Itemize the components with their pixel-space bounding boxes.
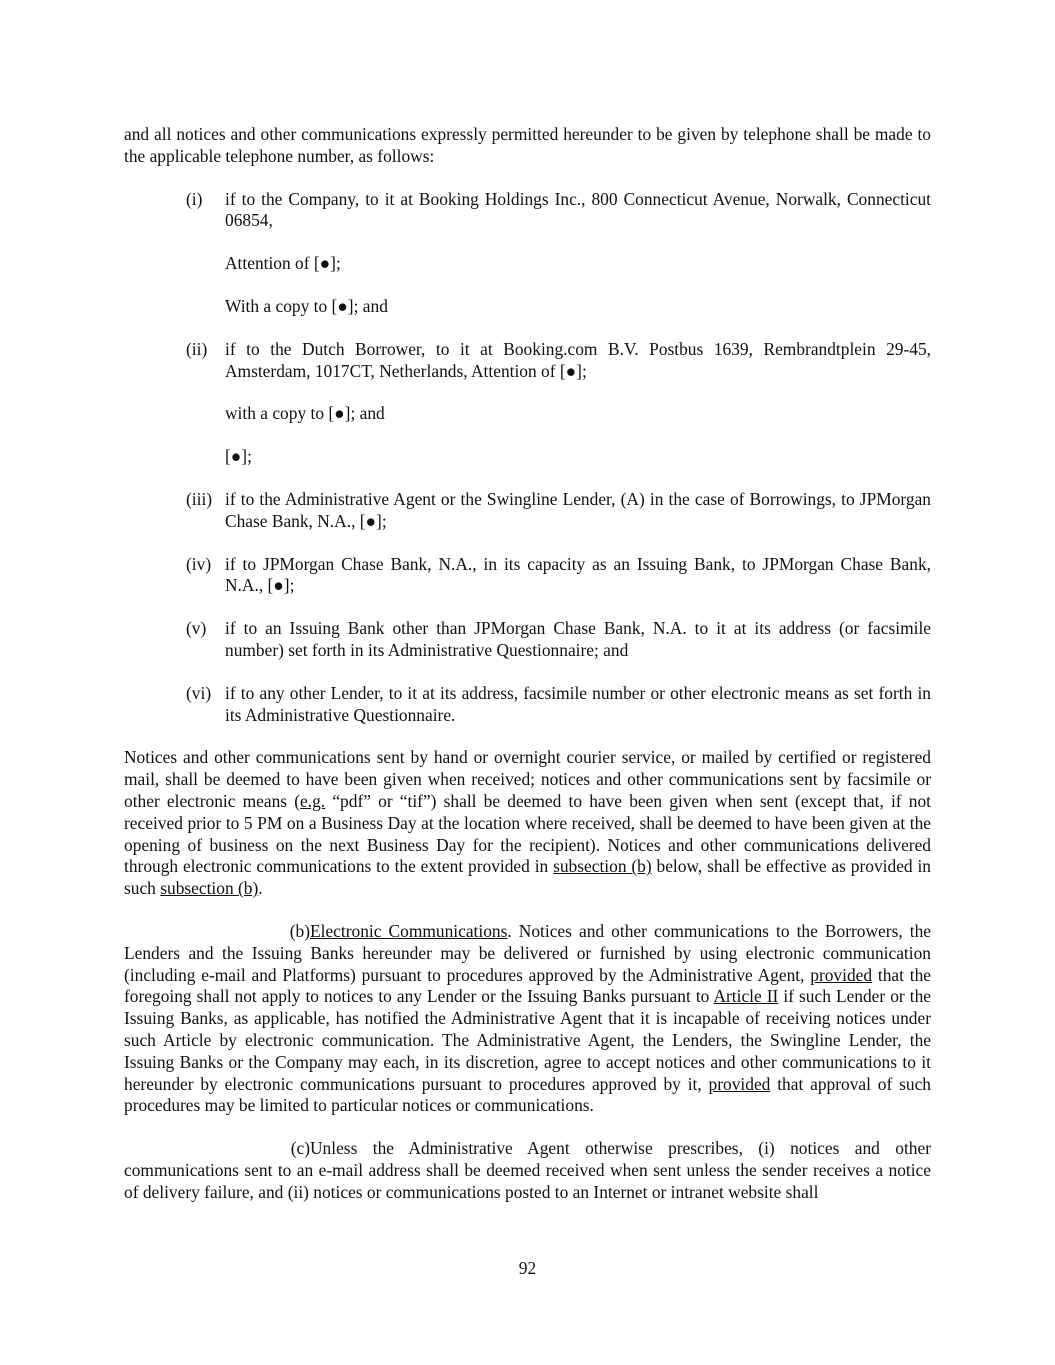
item-text: if to JPMorgan Chase Bank, N.A., in its capacity as an Issuing Bank, to JPMorgan Chase Bank, N.A., [●]; xyxy=(225,553,931,596)
sub-line: With a copy to [●]; and xyxy=(225,295,388,316)
section-b-text-2: that the foregoing shall not apply to notices to any Lender or the Issuing Banks pursuant to xyxy=(124,964,931,1007)
item-text: if to the Administrative Agent or the Swingline Lender, (A) in the case of Borrowings, to JPMorgan Chase Bank, N.A., [●]; xyxy=(225,488,931,531)
provided-term: provided xyxy=(708,1073,771,1094)
intro-paragraph: and all notices and other communications expressly permitted hereunder to be given by telephone shall be made to the applicable telephone number, as follows: xyxy=(124,124,931,166)
section-b-text-4: that approval of such procedures may be limited to particular notices or communications. xyxy=(124,1073,931,1116)
notices-paragraph xyxy=(124,747,931,900)
item-text: if to the Company, to it at Booking Holdings Inc., 800 Connecticut Avenue, Norwalk, Connecticut 06854, xyxy=(225,188,931,231)
sub-line: [●]; xyxy=(225,446,252,467)
section-c-paragraph xyxy=(124,1138,931,1203)
article-ii-reference: Article II xyxy=(713,986,779,1007)
notices-text-4: . xyxy=(258,878,263,899)
list-item xyxy=(186,683,931,727)
subsection-b-reference: subsection (b) xyxy=(553,856,652,877)
item-text: if to any other Lender, to it at its address, facsimile number or other electronic means as set forth in its Administrative Questionnaire. xyxy=(225,682,931,725)
section-c-indent xyxy=(124,1138,310,1160)
section-b-label: (b) xyxy=(289,920,310,941)
eg-abbrev: e.g. xyxy=(300,790,326,811)
notices-text-3: below, shall be effective as provided in such xyxy=(124,856,931,899)
list-item xyxy=(186,489,931,533)
item-text: if to an Issuing Bank other than JPMorgan Chase Bank, N.A. to it at its address (or facsimile number) set forth in its Administrative Questionnaire; and xyxy=(225,618,931,660)
section-b-paragraph xyxy=(124,921,931,1117)
subsection-b-reference: subsection (b) xyxy=(160,878,259,899)
notices-text-2: “pdf” or “tif”) shall be deemed to have been given when sent (except that, if not received prior to 5 PM on a Business Day at the location where received, shall be deemed to have been given at the opening of business on the next Business Day for the recipient). Notices and other communications delivered through electronic communications to the extent provided in xyxy=(124,790,931,877)
list-item xyxy=(186,618,931,662)
section-c-text: Unless the Administrative Agent otherwise prescribes, (i) notices and other communications sent to an e-mail address shall be deemed received when sent unless the sender receives a notice of delivery failure, and (ii) notices or communications posted to an Internet or intranet website shall xyxy=(124,1138,931,1202)
sub-line: Attention of [●]; xyxy=(225,253,341,274)
list-item xyxy=(186,339,931,383)
item-text: if to the Dutch Borrower, to it at Booking.com B.V. Postbus 1639, Rembrandtplein 29-45, Amsterdam, 1017CT, Netherlands, Attention of [●]; xyxy=(225,338,931,381)
item-number: (iii) xyxy=(186,488,213,509)
page-number: 92 xyxy=(518,1258,537,1278)
item-number: (ii) xyxy=(186,338,208,359)
notices-text-1: Notices and other communications sent by hand or overnight courier service, or mailed by certified or registered mail, shall be deemed to have been given when received; notices and other communications sent by facsimile or other electronic means ( xyxy=(124,747,931,811)
section-b-heading: Electronic Communications xyxy=(310,920,508,941)
item-number: (iv) xyxy=(186,553,212,574)
section-b-text-1: . Notices and other communications to the Borrowers, the Lenders and the Issuing Banks hereunder may be delivered or furnished by using electronic communication (including e-mail and Platforms) pursuant to procedures approved by the Administrative Agent, xyxy=(124,920,931,985)
item-number: (v) xyxy=(186,618,207,639)
item-number: (vi) xyxy=(186,682,212,703)
section-c-label: (c) xyxy=(290,1138,310,1159)
item-number: (i) xyxy=(186,188,203,209)
sub-line: with a copy to [●]; and xyxy=(225,403,385,424)
section-b-text-3: if such Lender or the Issuing Banks, as applicable, has notified the Administrative Agent that it is incapable of receiving notices under such Article by electronic communication. The Administrative Agent, the Lenders, the Swingline Lender, the Issuing Banks or the Company may each, in its discretion, agree to accept notices and other communications to it hereunder by electronic communications pursuant to procedures approved by it, xyxy=(124,986,931,1094)
section-b-indent xyxy=(124,921,310,943)
provided-term: provided xyxy=(810,964,873,985)
list-item xyxy=(186,189,931,233)
document-page xyxy=(124,124,931,1224)
list-item xyxy=(186,554,931,598)
